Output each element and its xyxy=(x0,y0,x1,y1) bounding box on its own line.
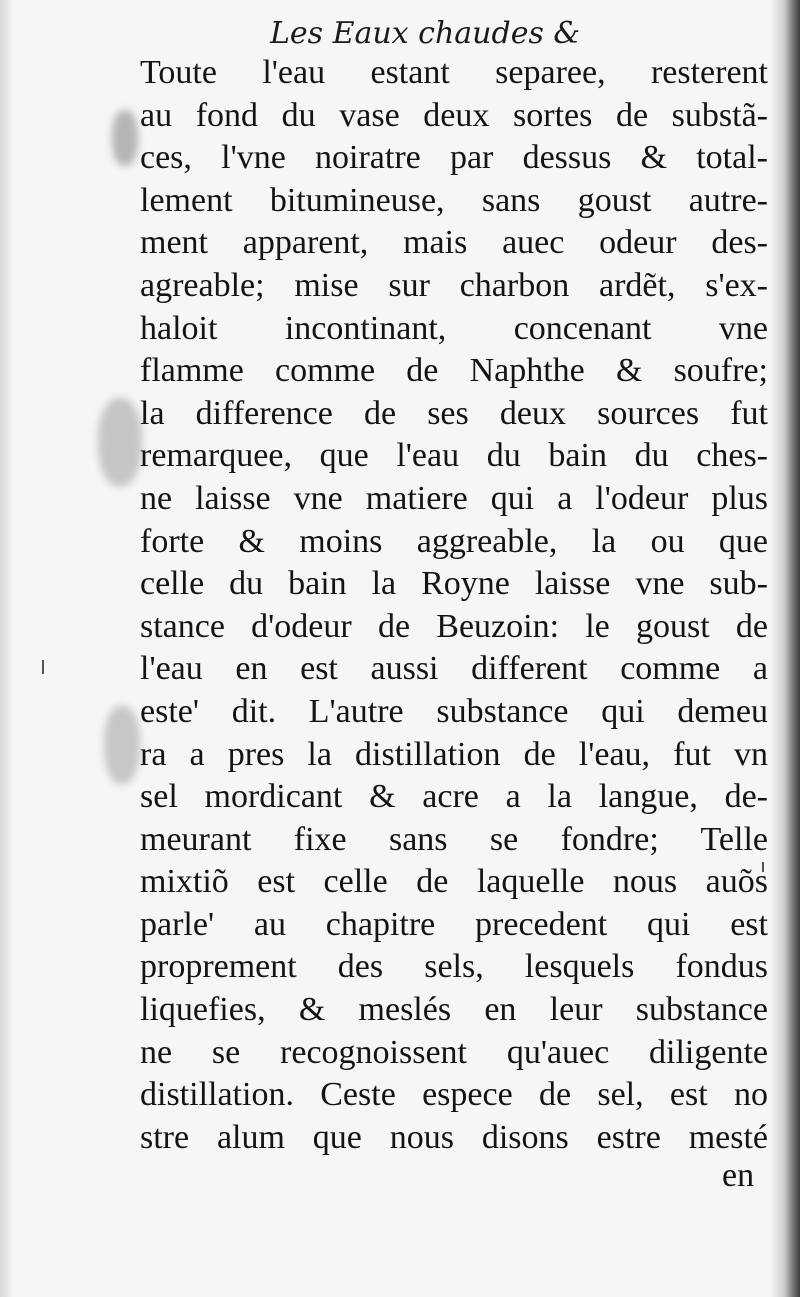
text-line: la difference de ses deux sources fut xyxy=(140,394,768,432)
ink-stain xyxy=(98,398,142,486)
catchword: en xyxy=(722,1157,755,1194)
text-line: ne se recognoissent qu'auec diligente xyxy=(140,1033,768,1071)
running-head: Les Eaux chaudes & xyxy=(270,16,581,51)
text-line: Toute l'eau estant separee, resterent xyxy=(140,54,768,91)
text-line: ment apparent, mais auec odeur des- xyxy=(140,224,768,262)
text-line: liquefies, & meslés en leur substance xyxy=(140,991,768,1029)
page-left-edge-shadow xyxy=(0,0,14,1297)
text-line: este' dit. L'autre substance qui demeu xyxy=(140,692,768,730)
body-text xyxy=(140,52,768,1159)
text-line: lement bitumineuse, sans goust autre- xyxy=(140,181,768,219)
text-line: ra a pres la distillation de l'eau, fut vn xyxy=(140,735,768,773)
text-line: proprement des sels, lesquels fondus xyxy=(140,948,768,986)
text-line: forte & moins aggreable, la ou que xyxy=(140,522,768,560)
text-line: distillation. Ceste espece de sel, est no xyxy=(140,1076,768,1114)
page-binding-shadow xyxy=(770,0,800,1297)
text-line: ces, l'vne noiratre par dessus & total- xyxy=(140,139,768,177)
text-line: remarquee, que l'eau du bain du ches- xyxy=(140,437,768,475)
text-line: au fond du vase deux sortes de substã- xyxy=(140,96,768,134)
margin-mark xyxy=(42,660,44,674)
text-line: sel mordicant & acre a la langue, de- xyxy=(140,778,768,816)
text-line: stre alum que nous disons estre mesté xyxy=(140,1118,768,1156)
text-line: parle' au chapitre precedent qui est xyxy=(140,905,768,943)
ink-stain xyxy=(104,706,140,784)
text-line: haloit incontinant, concenant vne xyxy=(140,309,768,347)
text-line: ne laisse vne matiere qui a l'odeur plus xyxy=(140,479,768,517)
text-line: celle du bain la Royne laisse vne sub- xyxy=(140,565,768,603)
text-line: meurant fixe sans se fondre; Telle xyxy=(140,820,768,858)
text-line: stance d'odeur de Beuzoin: le goust de xyxy=(140,607,768,645)
text-line: flamme comme de Naphthe & soufre; xyxy=(140,352,768,390)
text-line: agreable; mise sur charbon ardẽt, s'ex- xyxy=(140,266,768,304)
text-line: l'eau en est aussi different comme a xyxy=(140,650,768,688)
ink-stain xyxy=(112,110,138,166)
text-line: mixtiõ est celle de laquelle nous auõs xyxy=(140,863,768,901)
